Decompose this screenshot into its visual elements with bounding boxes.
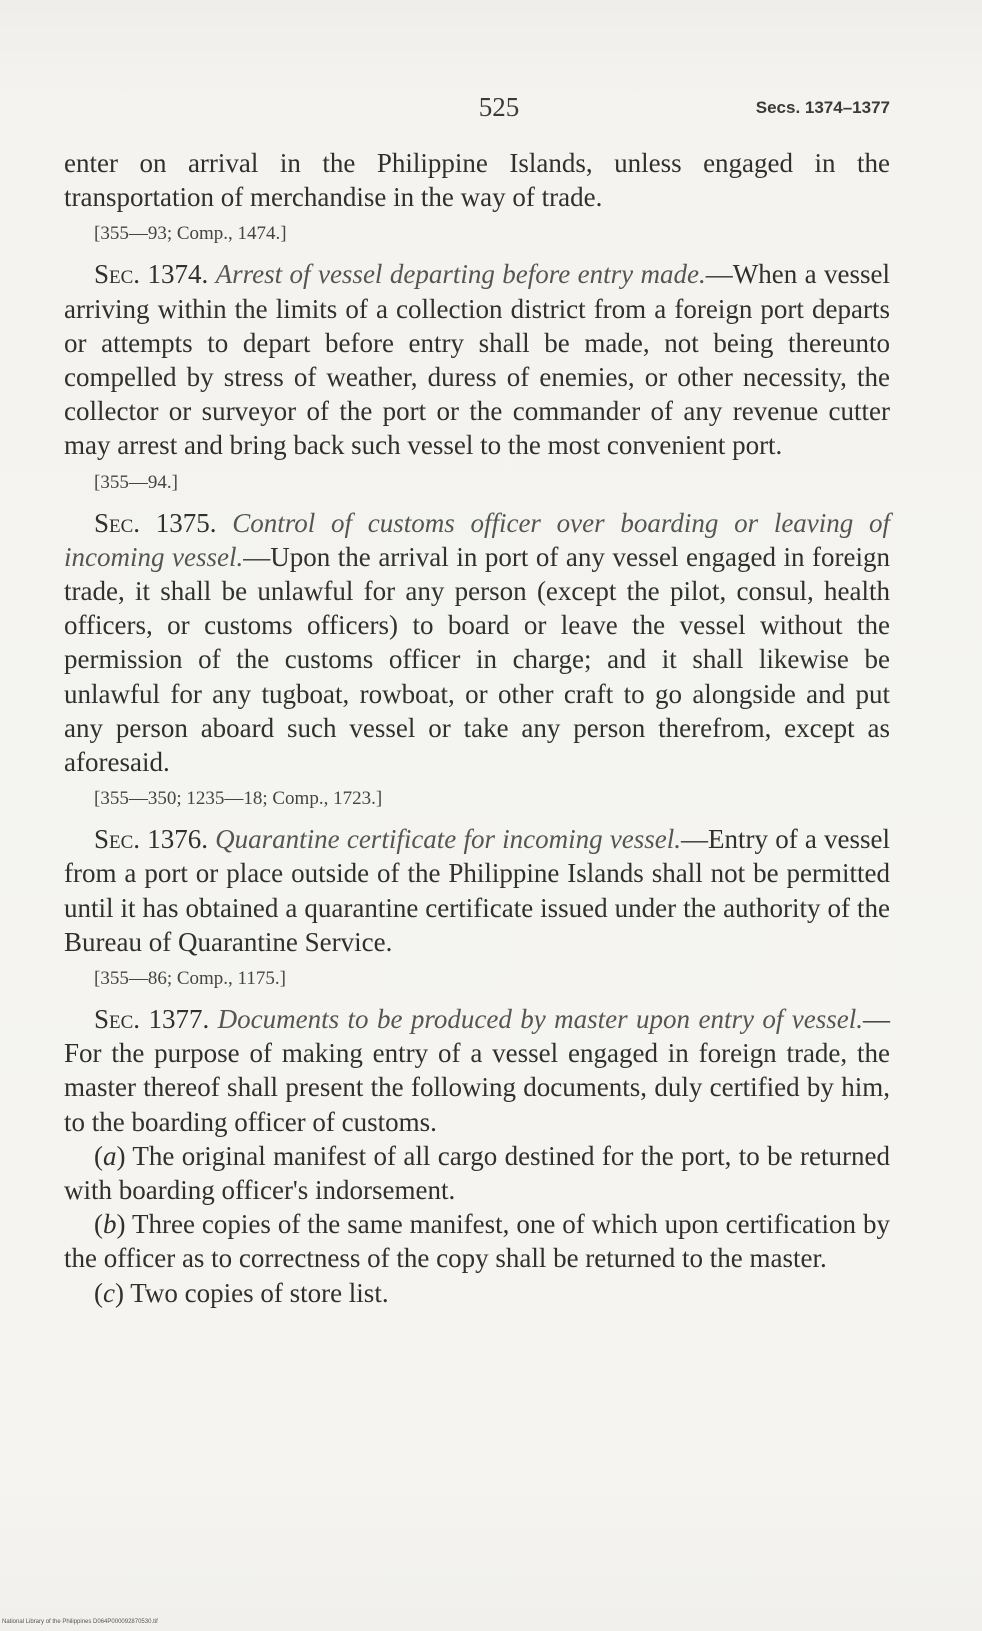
- section-body: —Upon the arrival in port of any vessel engaged in foreign trade, it shall be unlawful for any person (except the pilot, consul, health officers, or customs officers) to board or leave the vessel without the permission of the customs officer in charge; and it shall likewise be unlawful for any tugboat, rowboat, or other craft to go alongside and put any person aboard such vessel or take any person therefrom, except as aforesaid.: [64, 541, 891, 778]
- section-title: Arrest of vessel departing before entry made.: [215, 259, 706, 290]
- section-1376: [64, 822, 890, 959]
- section-label: Sec.: [94, 259, 141, 290]
- list-item-c: (c) Two copies of store list.: [94, 1277, 389, 1308]
- section-title: Control of customs officer over boarding or leaving of incoming vessel.: [64, 507, 891, 572]
- section-1376-citation: [355—86; Comp., 1175.]: [94, 968, 286, 990]
- scan-credit: National Library of the Philippines D064P000092870530.tif: [2, 1619, 158, 1625]
- section-1374-citation: [355—94.]: [94, 471, 178, 493]
- section-body: —When a vessel arriving within the limits of a collection district from a foreign port departs or attempts to depart before entry shall be made, not being thereunto compelled by stress of weather, duress of enemies, or other necessity, the collector or surveyor of the port or the commander of any revenue cutter may arrest and bring back such vessel to the most convenient port.: [64, 259, 891, 461]
- section-label: Sec.: [94, 824, 141, 855]
- list-item-a: (a) The original manifest of all cargo destined for the port, to be returned with boarding officer's indorsement.: [64, 1140, 890, 1206]
- section-title: Quarantine certificate for incoming vessel.: [215, 824, 682, 855]
- item-letter: c: [103, 1277, 115, 1308]
- section-1375-citation: [355—350; 1235—18; Comp., 1723.]: [94, 788, 383, 810]
- item-letter: b: [103, 1209, 117, 1240]
- section-1377: [64, 1002, 890, 1139]
- list-item-b: (b) Three copies of the same manifest, one of which upon certification by the officer as to correctness of the copy shall be returned to the master.: [64, 1209, 890, 1274]
- section-number: 1377.: [148, 1004, 210, 1035]
- section-label: Sec.: [94, 1004, 141, 1035]
- section-number: 1376.: [147, 824, 208, 855]
- intro-paragraph: enter on arrival in the Philippine Islands, unless engaged in the transportation of merchandise in the way of trade.: [64, 148, 890, 213]
- section-body: —For the purpose of making entry of a vessel engaged in foreign trade, the master thereof shall present the following documents, duly certified by him, to the boarding officer of customs.: [64, 1004, 890, 1137]
- page-header: [64, 92, 890, 128]
- item-text: Three copies of the same manifest, one of which upon certification by the officer as to correctness of the copy shall be returned to the master.: [64, 1209, 890, 1274]
- body-text: [64, 146, 890, 1310]
- section-number: 1375.: [155, 507, 217, 538]
- item-letter: a: [103, 1140, 117, 1171]
- section-body: —Entry of a vessel from a port or place outside of the Philippine Islands shall not be permitted until it has obtained a quarantine certificate issued under the authority of the Bureau of Quarantine Service.: [64, 824, 891, 957]
- section-1374: [64, 257, 890, 462]
- running-head: Secs. 1374–1377: [755, 98, 890, 117]
- intro-citation: [355—93; Comp., 1474.]: [94, 223, 287, 245]
- section-number: 1374.: [147, 259, 209, 290]
- section-label: Sec.: [94, 507, 141, 538]
- page-number: 525: [478, 92, 520, 122]
- section-1375: [64, 506, 890, 780]
- item-text: Two copies of store list.: [130, 1277, 389, 1308]
- section-title: Documents to be produced by master upon entry of vessel.: [217, 1004, 863, 1035]
- item-text: The original manifest of all cargo destined for the port, to be returned with boarding officer's indorsement.: [64, 1140, 890, 1206]
